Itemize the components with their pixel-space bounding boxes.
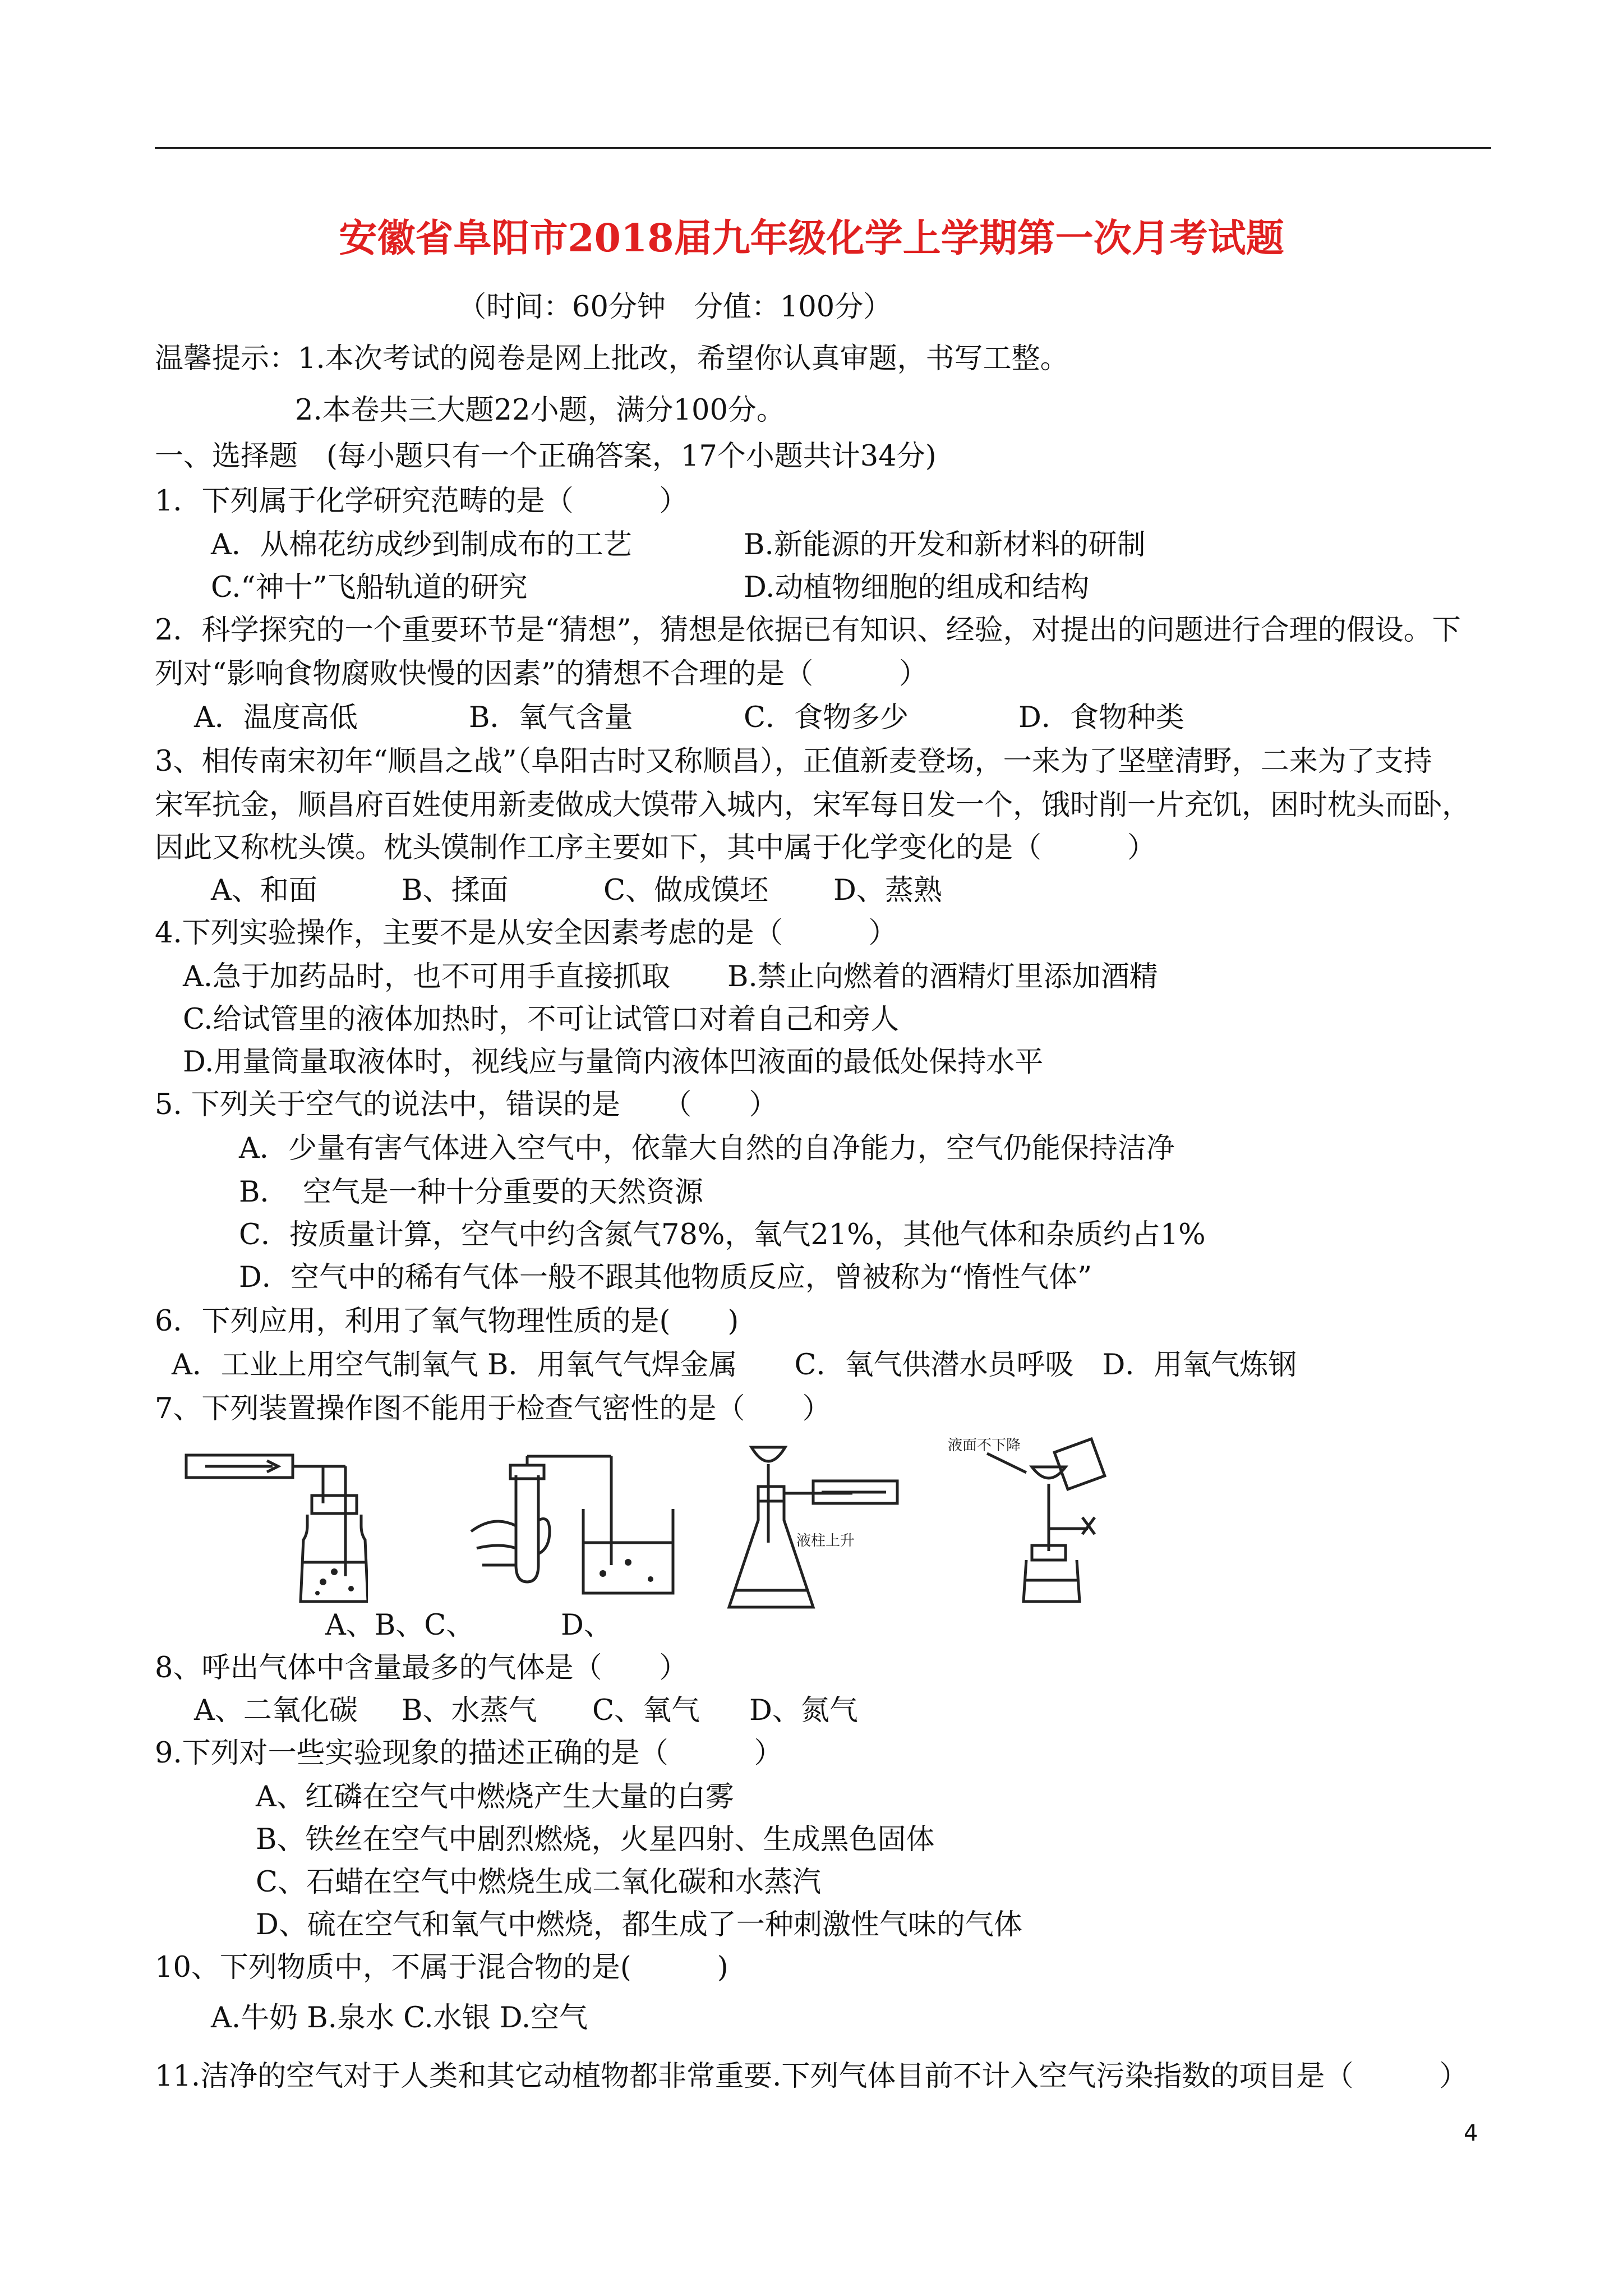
question-1-option-c: C.“神十”飞船轨道的研究	[211, 571, 528, 604]
question-3-option-c: C、做成馍坯	[603, 874, 769, 907]
question-9-option-a: A、红磷在空气中燃烧产生大量的白雾	[256, 1780, 734, 1814]
figure-b-hand-test-tube	[465, 1453, 679, 1599]
figure-d-label: 液面不下降	[948, 1437, 1021, 1454]
question-1-option-d: D.动植物细胞的组成和结构	[744, 571, 1090, 604]
question-9-option-b: B、铁丝在空气中剧烈燃烧，火星四射、生成黑色固体	[256, 1823, 935, 1856]
tip-1: 温馨提示：1.本次考试的阅卷是网上批改，希望你认真审题，书写工整。	[155, 342, 1069, 375]
question-5-option-b: B． 空气是一种十分重要的天然资源	[239, 1176, 703, 1209]
question-5-stem: 5. 下列关于空气的说法中，错误的是 （ ）	[155, 1088, 778, 1121]
question-8-option-c: C、氧气	[592, 1694, 700, 1727]
question-2-stem-line-1: 2．科学探究的一个重要环节是“猜想”，猜想是依据已有知识、经验，对提出的问题进行合理的假设。下	[155, 614, 1461, 647]
question-5-option-a: A．少量有害气体进入空气中，依靠大自然的自净能力，空气仍能保持洁净	[239, 1132, 1175, 1165]
question-3-stem-line-3: 因此又称枕头馍。枕头馍制作工序主要如下，其中属于化学变化的是（ ）	[155, 831, 1156, 864]
question-7-stem: 7、下列装置操作图不能用于检查气密性的是（ ）	[155, 1392, 831, 1425]
tip-2: 2.本卷共三大题22小题，满分100分。	[295, 394, 785, 427]
question-2-option-b: B．氧气含量	[469, 701, 633, 734]
question-1-option-a: A．从棉花纺成纱到制成布的工艺	[211, 528, 632, 562]
question-8-option-d: D、氮气	[749, 1694, 858, 1727]
question-2-stem-line-2: 列对“影响食物腐败快慢的因素”的猜想不合理的是（ ）	[155, 657, 928, 691]
question-1-stem: 1．下列属于化学研究范畴的是（ ）	[155, 485, 688, 518]
question-6-options: A．工业上用空气制氧气 B．用氧气气焊金属 C．氧气供潜水员呼吸 D．用氧气炼钢	[172, 1349, 1297, 1382]
question-7-option-d: D、	[561, 1609, 612, 1642]
question-2-option-a: A．温度高低	[194, 701, 358, 734]
question-4-option-d: D.用量筒量取液体时，视线应与量筒内液体凹液面的最低处保持水平	[183, 1046, 1044, 1079]
question-6-stem: 6．下列应用，利用了氧气物理性质的是( )	[155, 1305, 739, 1338]
question-4-options-ab: A.急于加药品时，也不可用手直接抓取 B.禁止向燃着的酒精灯里添加酒精	[183, 960, 1158, 993]
question-11-stem: 11.洁净的空气对于人类和其它动植物都非常重要.下列气体目前不计入空气污染指数的项目是（ ）	[155, 2060, 1468, 2093]
question-2-option-d: D．食物种类	[1018, 701, 1184, 734]
figure-a-syringe-bottle	[183, 1442, 368, 1604]
question-8-option-b: B、水蒸气	[402, 1694, 537, 1727]
figure-c-flask-funnel	[723, 1442, 914, 1616]
question-3-option-b: B、揉面	[402, 874, 509, 907]
question-9-stem: 9.下列对一些实验现象的描述正确的是（ ）	[155, 1737, 783, 1770]
exam-info: （时间：60分钟 分值：100分）	[458, 291, 892, 324]
question-8-option-a: A、二氧化碳	[194, 1694, 358, 1727]
question-9-option-d: D、硫在空气和氧气中燃烧，都生成了一种刺激性气味的气体	[256, 1908, 1022, 1941]
question-4-stem: 4.下列实验操作，主要不是从安全因素考虑的是（ ）	[155, 917, 897, 950]
question-3-stem-line-1: 3、相传南宋初年“顺昌之战”（阜阳古时又称顺昌），正值新麦登场，一来为了坚壁清野，二来为了支持	[155, 745, 1432, 778]
question-3-stem-line-2: 宋军抗金，顺昌府百姓使用新麦做成大馍带入城内，宋军每日发一个，饿时削一片充饥，困时枕头而卧，	[155, 789, 1471, 822]
question-1-option-b: B.新能源的开发和新材料的研制	[744, 528, 1146, 562]
question-10-stem: 10、下列物质中，不属于混合物的是( )	[155, 1951, 728, 1984]
page-title: 安徽省阜阳市2018届九年级化学上学期第一次月考试题	[339, 216, 1284, 261]
figure-c-label: 液柱上升	[796, 1533, 855, 1549]
question-9-option-c: C、石蜡在空气中燃烧生成二氧化碳和水蒸汽	[256, 1866, 822, 1899]
question-2-option-c: C．食物多少	[744, 701, 909, 734]
question-5-option-c: C．按质量计算，空气中约含氮气78%，氧气21%，其他气体和杂质约占1%	[239, 1218, 1206, 1251]
header-rule	[155, 147, 1491, 149]
question-7-options-abc: A、B、C、	[325, 1609, 475, 1642]
question-4-option-c: C.给试管里的液体加热时，不可让试管口对着自己和旁人	[183, 1003, 900, 1036]
question-10-options: A.牛奶 B.泉水 C.水银 D.空气	[211, 2001, 588, 2035]
page-number: 4	[1464, 2120, 1478, 2146]
question-3-option-d: D、蒸熟	[833, 874, 942, 907]
question-3-option-a: A、和面	[211, 874, 317, 907]
section-heading: 一、选择题 (每小题只有一个正确答案，17个小题共计34分)	[155, 440, 937, 473]
figure-d-bottle-beaker	[948, 1433, 1138, 1607]
question-8-stem: 8、呼出气体中含量最多的气体是（ ）	[155, 1651, 688, 1685]
question-5-option-d: D．空气中的稀有气体一般不跟其他物质反应，曾被称为“惰性气体”	[239, 1261, 1092, 1294]
